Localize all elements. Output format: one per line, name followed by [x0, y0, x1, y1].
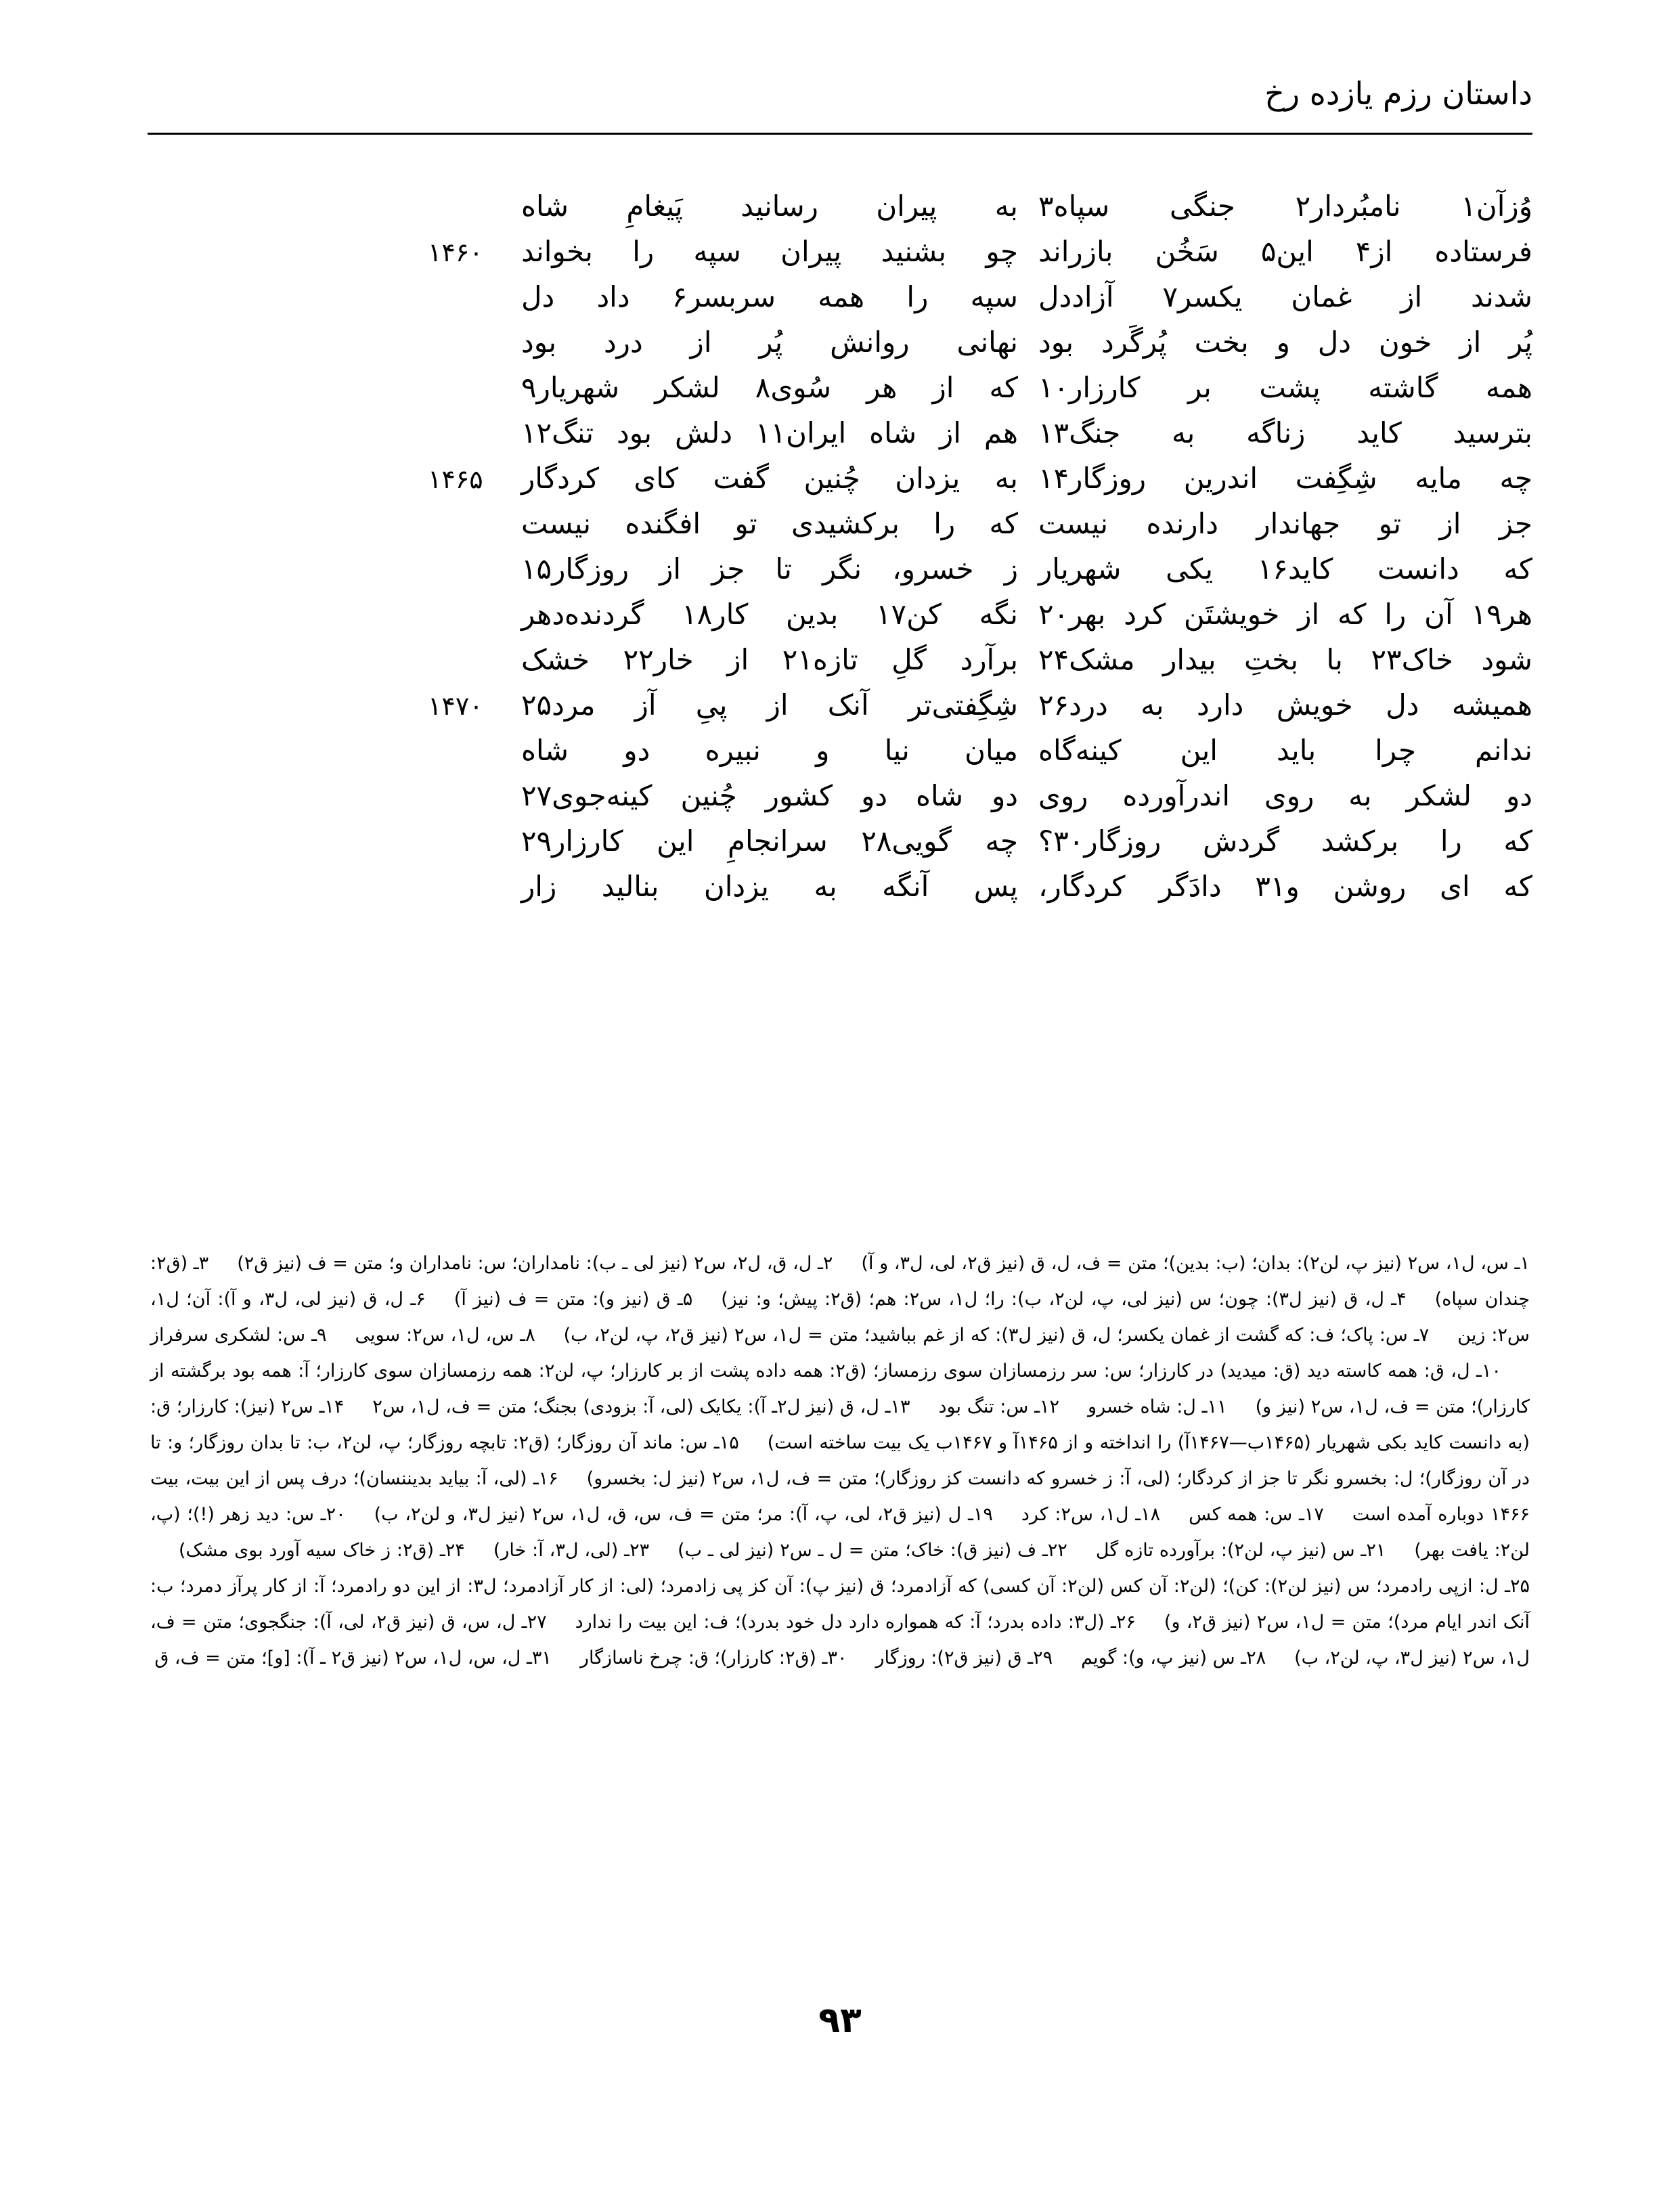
hemistich-second: پُر از خون دل و بخت پُرگَرد بود — [1038, 326, 1532, 359]
apparatus-note: ۷ـ س: پاک؛ ف: که گشت از غمان یکسر؛ ل، ق (نیز ل۳): که از غم بباشید؛ متن = ل۱، س۲ (نیز ق۲، پ، لن۲، ب) — [563, 1325, 1430, 1346]
hemistich-first: به یزدان چُنین گفت کای کردگار — [521, 462, 1018, 495]
verse-row — [148, 780, 1532, 826]
hemistich-first: که از هر سُوی۸ لشکر شهریار۹ — [521, 371, 1018, 404]
verse-row — [148, 508, 1532, 554]
verse-row — [148, 327, 1532, 372]
hemistich-first: هم از شاه ایران۱۱ دلش بود تنگ۱۲ — [521, 416, 1018, 449]
apparatus-note: ۱ـ س، ل۱، س۲ (نیز پ، لن۲): بدان؛ (ب: بدین)؛ متن = ف، ل، ق (نیز ق۲، لی، ل۳، و آ) — [861, 1253, 1530, 1274]
hemistich-first: نگه کن۱۷ بدین کار۱۸ گردنده‌دهر — [521, 598, 1018, 631]
hemistich-first: پس آنگه به یزدان بنالید زار — [521, 870, 1018, 903]
apparatus-note: ۲۰ـ س: دید زهر (!)؛ (پ، لن۲: یافت بهر) — [150, 1504, 1530, 1561]
hemistich-first: به پیران رسانید پَیغامِ شاه — [521, 190, 1018, 223]
apparatus-note: ۵ـ ق (نیز و): متن = ف (نیز آ) — [454, 1289, 693, 1310]
verse-number: ۱۴۶۵ — [428, 464, 483, 494]
apparatus-note: ۱۴ـ س۲ (نیز): کارزار؛ ق: (به دانست کاید بکی شهریار (۱۴۶۵ب—۱۴۶۷آ) را انداخته و از ۱۴۶۵آ و ۱۴۶۷ب یک بیت ساخته است) — [150, 1396, 1530, 1453]
apparatus-note: ۱۲ـ س: تنگ بود — [938, 1396, 1060, 1417]
verse-row — [148, 418, 1532, 463]
apparatus-note: ۲۵ـ ل: ازپی رادمرد؛ س (نیز لن۲): کن)؛ (لن۲: آن کس (لن۲: آن کسی) که آزادمرد؛ ق (نیز پ): آن کز پی زادمرد؛ (لی: از کار آزادمرد؛ ل۳: از این دو رادمرد؛ آ: از کار پرآز دمرد؛ ب: آنک اندر ایام مرد)؛ متن = ل۱، س۲ (نیز ق۲، و) — [150, 1576, 1530, 1633]
critical-apparatus — [150, 1245, 1530, 1676]
apparatus-note: ۱۹ـ ل (نیز ق۲، لی، پ، آ): مر؛ متن = ف، س، ق، ل۱، س۲ (نیز ل۳، و لن۲، ب) — [374, 1504, 993, 1525]
apparatus-note: ۲۷ـ ل، س، ق (نیز ق۲، لی، آ): جنگجوی؛ متن = ف، ل۱، س۲ (نیز ل۳، پ، لن۲، ب) — [150, 1612, 1530, 1668]
apparatus-note: ۲۱ـ س (نیز پ، لن۲): برآورده تازه گل — [1095, 1540, 1386, 1561]
verse-row — [148, 282, 1532, 327]
apparatus-note: ۱۷ـ س: همه کس — [1189, 1504, 1324, 1525]
verse-block — [148, 191, 1532, 916]
hemistich-second: که ای روشن و۳۱ دادَگر کردگار، — [1038, 870, 1532, 903]
apparatus-note: ۱۱ـ ل: شاه خسرو — [1088, 1396, 1227, 1417]
hemistich-second: فرستاده از۴ این۵ سَخُن بازراند — [1038, 235, 1532, 268]
apparatus-note: ۸ـ س، ل۱، س۲: سویی — [355, 1325, 535, 1346]
verse-number: ۱۴۷۰ — [428, 691, 483, 721]
apparatus-note: ۲۴ـ (ق۲: ز خاک سیه آورد بوی مشک) — [179, 1540, 465, 1561]
verse-row — [148, 191, 1532, 236]
hemistich-first: چه گویی۲۸ سرانجامِ این کارزار۲۹ — [521, 824, 1018, 858]
apparatus-note: ۱۰ـ ل، ق: همه کاسته دید (ق: میدید) در کارزار؛ س: سر رزمسازان سوی رزمساز؛ (ق۲: همه داده پشت از بر کارزار؛ پ، لن۲: همه رزمسازان سوی کارزار؛ آ: همه بود برگشته از کارزار)؛ متن = ف، ل۱، س۲ (نیز و) — [150, 1361, 1530, 1417]
hemistich-first: میان نیا و نبیره دو شاه — [521, 734, 1018, 767]
verse-number: ۱۴۶۰ — [428, 238, 483, 267]
hemistich-second: چه مایه شِگِفت اندرین روزگار۱۴ — [1038, 462, 1532, 495]
hemistich-second: که را برکشد گردش روزگار۳۰؟ — [1038, 824, 1532, 858]
verse-row — [148, 871, 1532, 916]
hemistich-second: شود خاک۲۳ با بختِ بیدار مشک۲۴ — [1038, 643, 1532, 676]
hemistich-first: برآرد گلِ تازه۲۱ از خار۲۲ خشک — [521, 643, 1019, 676]
apparatus-note: ۶ـ ل، ق (نیز لی، ل۳، و آ): آن؛ ل۱، س۲: زین — [150, 1289, 1530, 1346]
hemistich-second: همه گاشته پشت بر کارزار۱۰ — [1038, 371, 1532, 404]
hemistich-first: که را برکشیدی تو افگنده نیست — [521, 507, 1018, 540]
apparatus-note: ۱۶ـ (لی، آ: بیاید بدیننسان)؛ درف پس از این بیت، بیت ۱۴۶۶ دوباره آمده است — [150, 1468, 1530, 1525]
verse-row — [148, 236, 1532, 282]
apparatus-note: ۲۶ـ (ل۳: داده بدرد؛ آ: که همواره دارد دل خود بدرد)؛ ف: این بیت را ندارد — [575, 1612, 1136, 1633]
apparatus-note: ۳۰ـ (ق۲: کارزار)؛ ق: چرخ ناسازگار — [579, 1648, 847, 1668]
header-divider — [148, 133, 1532, 135]
apparatus-note: ۴ـ ل، ق (نیز ل۳): چون؛ س (نیز لی، پ، لن۲، ب): را؛ ل۱، س۲: هم؛ (ق۲: پیش؛ و: نیز) — [721, 1289, 1407, 1310]
hemistich-second: دو لشکر به روی اندرآورده روی — [1038, 779, 1532, 812]
apparatus-note: ۳ـ (ق۲: چندان سپاه) — [150, 1253, 1530, 1310]
apparatus-note: ۲۲ـ ف (نیز ق): خاک؛ متن = ل ـ س۲ (نیز لی ـ ب) — [678, 1540, 1067, 1561]
verse-row — [148, 690, 1532, 735]
hemistich-first: دو شاه دو کشور چُنین کینه‌جوی۲۷ — [521, 779, 1018, 812]
running-head-title: داستان رزم یازده رخ — [1264, 75, 1532, 112]
hemistich-second: همیشه دل خویش دارد به درد۲۶ — [1038, 688, 1532, 722]
verse-row — [148, 826, 1532, 871]
apparatus-note: ۱۵ـ س: ماند آن روزگار؛ (ق۲: تابچه روزگار؛ پ، لن۲، ب: تا بدان روزگار؛ و: تا در آن روزگار)؛ ل: بخسرو نگر تا جز از کردگار؛ (لی، آ: ز خسرو که دانست کز روزگار)؛ متن = ف، ل۱، س۲ (نیز ل: بخسرو) — [150, 1432, 1530, 1489]
hemistich-first: شِگِفتی‌تر آنک از پیِ آز مرد۲۵ — [521, 688, 1018, 722]
apparatus-note: ۲۸ـ س (نیز پ، و): گویم — [1081, 1648, 1266, 1668]
apparatus-note: ۲ـ ل، ق، ل۲، س۲ (نیز لی ـ ب): نامداران؛ س: نامداران و؛ متن = ف (نیز ق۲) — [237, 1253, 833, 1274]
verse-row — [148, 372, 1532, 418]
apparatus-note: ۲۹ـ ق (نیز ق۲): روزگار — [875, 1648, 1053, 1668]
hemistich-second: ندانم چرا باید این کینه‌گاه — [1038, 734, 1532, 767]
hemistich-second: جز از تو جهاندار دارنده نیست — [1038, 507, 1532, 540]
verse-row — [148, 463, 1532, 508]
verse-row — [148, 599, 1532, 644]
apparatus-note: ۲۳ـ (لی، ل۳، آ: خار) — [493, 1540, 650, 1561]
verse-row — [148, 644, 1532, 690]
hemistich-second: شدند از غمان یکسر۷ آزاددل — [1038, 280, 1532, 313]
hemistich-first: چو بشنید پیران سپه را بخواند — [521, 235, 1018, 268]
verse-row — [148, 554, 1532, 599]
apparatus-note: ۳۱ـ ل، س، ل۱، س۲ (نیز ق۲ ـ آ): [و]؛ متن = ف، ق — [154, 1648, 552, 1668]
apparatus-note: ۱۳ـ ل، ق (نیز ل۲ـ آ): یکایک (لی، آ: بزودی) بجنگ؛ متن = ف، ل۱، س۲ — [372, 1396, 910, 1417]
page-number: ۹۳ — [818, 2000, 862, 2041]
hemistich-second: بترسید کاید زناگه به جنگ۱۳ — [1038, 416, 1532, 449]
apparatus-note: ۹ـ س: لشکری سرفراز — [150, 1325, 327, 1346]
running-head — [148, 74, 1532, 135]
hemistich-first: ز خسرو، نگر تا جز از روزگار۱۵ — [521, 552, 1018, 585]
verse-row — [148, 735, 1532, 780]
hemistich-second: وُزآن۱ نامبُردار۲ جنگی سپاه۳ — [1038, 190, 1532, 223]
hemistich-second: هر۱۹ آن را که از خویشتَن کرد بهر۲۰ — [1038, 598, 1532, 631]
hemistich-first: نهانی روانش پُر از درد بود — [521, 326, 1018, 359]
apparatus-note: ۱۸ـ ل۱، س۲: کرد — [1021, 1504, 1161, 1525]
hemistich-first: سپه را همه سربسر۶ داد دل — [521, 280, 1019, 313]
hemistich-second: که دانست کاید۱۶ یکی شهریار — [1038, 552, 1532, 585]
